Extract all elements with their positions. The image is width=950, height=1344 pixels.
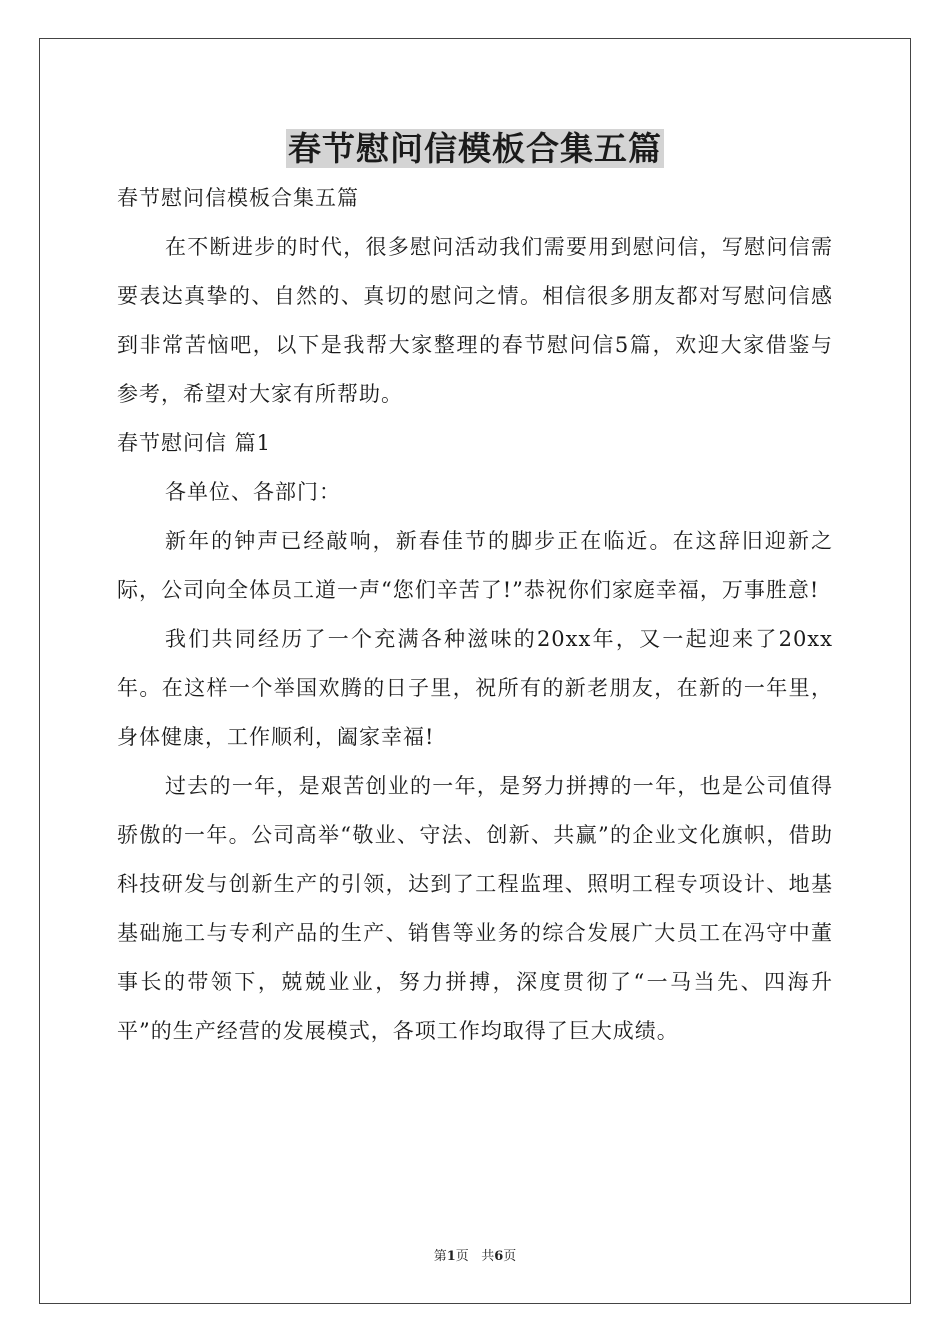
body-paragraph: 我们共同经历了一个充满各种滋味的20xx年，又一起迎来了20xx年。在这样一个举国欢腾的日子里，祝所有的新老朋友，在新的一年里，身体健康，工作顺利，阖家幸福! — [117, 627, 833, 749]
document-title-text: 春节慰问信模板合集五篇 — [288, 129, 662, 168]
body-paragraph: 各单位、各部门： — [165, 480, 341, 504]
body-paragraph: 春节慰问信模板合集五篇 — [117, 186, 359, 210]
body-paragraph: 新年的钟声已经敲响，新春佳节的脚步正在临近。在这辞旧迎新之际，公司向全体员工道一声“您们辛苦了!”恭祝你们家庭幸福，万事胜意! — [117, 529, 833, 602]
total-pages-suffix: 页 — [503, 1249, 517, 1264]
document-title — [0, 126, 950, 172]
page-footer — [0, 1247, 950, 1267]
page-number-prefix: 第 — [433, 1249, 447, 1264]
document-body — [117, 174, 833, 1056]
total-pages-prefix: 共 — [481, 1249, 495, 1264]
total-pages: 6 — [494, 1249, 504, 1264]
page-number: 1 — [446, 1249, 456, 1264]
body-paragraph: 在不断进步的时代，很多慰问活动我们需要用到慰问信，写慰问信需要表达真挚的、自然的、真切的慰问之情。相信很多朋友都对写慰问信感到非常苦恼吧，以下是我帮大家整理的春节慰问信5篇，欢迎大家借鉴与参考，希望对大家有所帮助。 — [117, 235, 833, 406]
body-paragraph: 过去的一年，是艰苦创业的一年，是努力拼搏的一年，也是公司值得骄傲的一年。公司高举“敬业、守法、创新、共赢”的企业文化旗帜，借助科技研发与创新生产的引领，达到了工程监理、照明工程专项设计、地基基础施工与专利产品的生产、销售等业务的综合发展广大员工在冯守中董事长的带领下，兢兢业业，努力拼搏，深度贯彻了“一马当先、四海升平”的生产经营的发展模式，各项工作均取得了巨大成绩。 — [117, 774, 833, 1043]
page-number-suffix: 页 — [455, 1249, 469, 1264]
body-paragraph: 春节慰问信 篇1 — [117, 431, 272, 455]
